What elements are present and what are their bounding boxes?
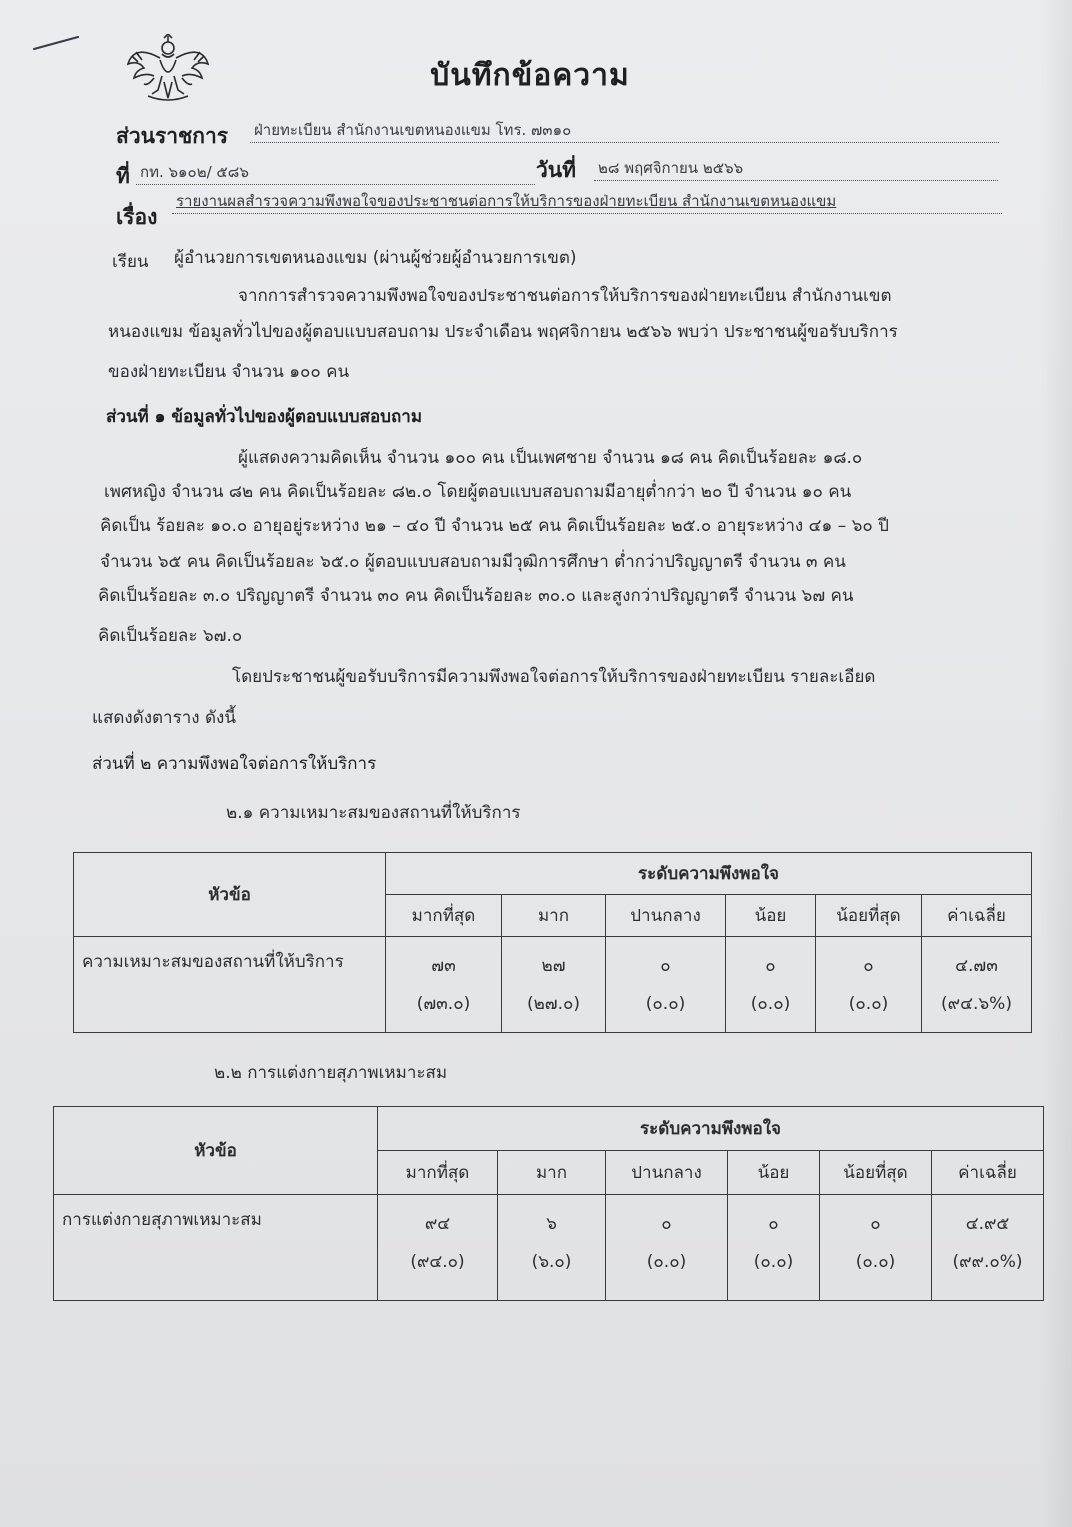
table2-level-group-header: ระดับความพึงพอใจ — [378, 1107, 1044, 1151]
table1-col-average: ค่าเฉลี่ย — [922, 895, 1032, 937]
satisfaction-table-2 — [53, 1106, 1044, 1301]
part1-line-6: คิดเป็นร้อยละ ๖๗.๐ — [98, 626, 243, 646]
part1-line-2: เพศหญิง จำนวน ๘๒ คน คิดเป็นร้อยละ ๘๒.๐ โดยผู้ตอบแบบสอบถามมีอายุต่ำกว่า ๒๐ ปี จำนวน ๑๐ คน — [104, 482, 852, 502]
part1-line-4: จำนวน ๖๕ คน คิดเป็นร้อยละ ๖๕.๐ ผู้ตอบแบบสอบถามมีวุฒิการศึกษา ต่ำกว่าปริญญาตรี จำนวน ๓ คน — [100, 552, 846, 572]
table2-col-least: น้อยที่สุด — [820, 1151, 932, 1195]
memo-number-label: ที่ — [116, 164, 130, 188]
table1-cell-much: ๒๗ (๒๗.๐) — [502, 937, 606, 1033]
table2-col-most: มากที่สุด — [378, 1151, 498, 1195]
subject-value: รายงานผลสำรวจความพึงพอใจของประชาชนต่อการให้บริการของฝ่ายทะเบียน สำนักงานเขตหนองแขม — [172, 189, 1002, 214]
table2-col-much: มาก — [498, 1151, 606, 1195]
date-value: ๒๘ พฤศจิกายน ๒๕๖๖ — [594, 156, 998, 181]
subject-label: เรื่อง — [116, 205, 158, 229]
table2-col-moderate: ปานกลาง — [606, 1151, 728, 1195]
intro-line-3: ของฝ่ายทะเบียน จำนวน ๑๐๐ คน — [108, 362, 350, 382]
table1-col-most: มากที่สุด — [386, 895, 502, 937]
table2-cell-most: ๙๔ (๙๔.๐) — [378, 1195, 498, 1301]
table1-col-moderate: ปานกลาง — [606, 895, 726, 937]
table2-cell-little: ๐ (๐.๐) — [728, 1195, 820, 1301]
part1-line-1: ผู้แสดงความคิดเห็น จำนวน ๑๐๐ คน เป็นเพศชาย จำนวน ๑๘ คน คิดเป็นร้อยละ ๑๘.๐ — [238, 448, 863, 468]
table1-cell-average: ๔.๗๓ (๙๔.๖%) — [922, 937, 1032, 1033]
to-label: เรียน — [112, 252, 149, 272]
table1-cell-moderate: ๐ (๐.๐) — [606, 937, 726, 1033]
intro-line-2: หนองแขม ข้อมูลทั่วไปของผู้ตอบแบบสอบถาม ประจำเดือน พฤศจิกายน ๒๕๖๖ พบว่า ประชาชนผู้ขอรับบริการ — [108, 322, 898, 342]
part2-heading: ส่วนที่ ๒ ความพึงพอใจต่อการให้บริการ — [92, 754, 377, 774]
table1-cell-little: ๐ (๐.๐) — [726, 937, 816, 1033]
garuda-emblem-icon — [124, 34, 212, 104]
intro-line-1: จากการสำรวจความพึงพอใจของประชาชนต่อการให้บริการของฝ่ายทะเบียน สำนักงานเขต — [238, 286, 892, 306]
part1-heading: ส่วนที่ ๑ ข้อมูลทั่วไปของผู้ตอบแบบสอบถาม — [106, 407, 423, 427]
table1-heading: ๒.๑ ความเหมาะสมของสถานที่ให้บริการ — [226, 803, 521, 823]
table2-cell-much: ๖ (๖.๐) — [498, 1195, 606, 1301]
page-edge-shadow — [1040, 0, 1072, 1527]
pen-stroke-mark — [32, 34, 82, 52]
summary-line-1: โดยประชาชนผู้ขอรับบริการมีความพึงพอใจต่อการให้บริการของฝ่ายทะเบียน รายละเอียด — [232, 667, 876, 687]
table1-col-much: มาก — [502, 895, 606, 937]
table2-col-average: ค่าเฉลี่ย — [932, 1151, 1044, 1195]
table1-cell-least: ๐ (๐.๐) — [816, 937, 922, 1033]
table1-topic-header: หัวข้อ — [74, 853, 386, 937]
table2-col-little: น้อย — [728, 1151, 820, 1195]
memo-number-value: กท. ๖๑๐๒/ ๕๘๖ — [136, 160, 535, 185]
memo-title: บันทึกข้อความ — [430, 58, 630, 93]
agency-value: ฝ่ายทะเบียน สำนักงานเขตหนองแขม โทร. ๗๓๑๐ — [250, 118, 999, 143]
table2-cell-moderate: ๐ (๐.๐) — [606, 1195, 728, 1301]
table1-row-title: ความเหมาะสมของสถานที่ให้บริการ — [74, 937, 386, 1033]
part1-line-5: คิดเป็นร้อยละ ๓.๐ ปริญญาตรี จำนวน ๓๐ คน คิดเป็นร้อยละ ๓๐.๐ และสูงกว่าปริญญาตรี จำนวน ๖๗ คน — [98, 586, 854, 606]
part1-line-3: คิดเป็น ร้อยละ ๑๐.๐ อายุอยู่ระหว่าง ๒๑ – ๔๐ ปี จำนวน ๒๕ คน คิดเป็นร้อยละ ๒๕.๐ อายุระหว่าง ๔๑ – ๖๐ ปี — [100, 516, 889, 536]
table2-cell-least: ๐ (๐.๐) — [820, 1195, 932, 1301]
table2-cell-average: ๔.๙๕ (๙๙.๐%) — [932, 1195, 1044, 1301]
table2-topic-header: หัวข้อ — [54, 1107, 378, 1195]
table-row — [54, 1195, 1044, 1301]
table2-row-title: การแต่งกายสุภาพเหมาะสม — [54, 1195, 378, 1301]
satisfaction-table-1 — [73, 852, 1032, 1033]
table1-col-little: น้อย — [726, 895, 816, 937]
table1-cell-most: ๗๓ (๗๓.๐) — [386, 937, 502, 1033]
to-value: ผู้อำนวยการเขตหนองแขม (ผ่านผู้ช่วยผู้อำนวยการเขต) — [174, 248, 577, 268]
agency-label: ส่วนราชการ — [116, 124, 229, 148]
table1-level-group-header: ระดับความพึงพอใจ — [386, 853, 1032, 895]
table-row — [74, 937, 1032, 1033]
table2-heading: ๒.๒ การแต่งกายสุภาพเหมาะสม — [214, 1063, 448, 1083]
summary-line-2: แสดงดังตาราง ดังนี้ — [92, 708, 236, 728]
date-label: วันที่ — [536, 158, 576, 182]
table1-col-least: น้อยที่สุด — [816, 895, 922, 937]
